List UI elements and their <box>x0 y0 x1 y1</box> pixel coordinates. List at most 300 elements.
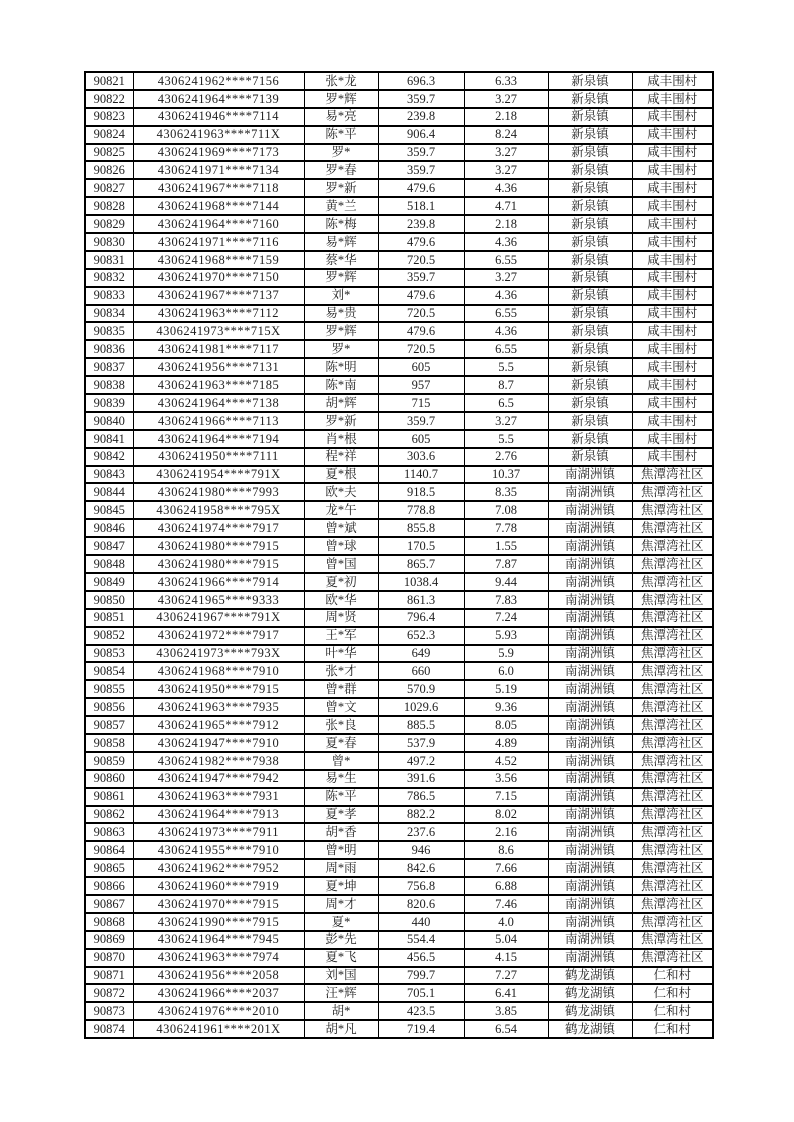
table-cell: 南湖洲镇 <box>548 841 632 859</box>
table-row <box>85 662 713 680</box>
table-cell: 479.6 <box>378 287 464 305</box>
table-cell: 4306241960****7919 <box>133 877 304 895</box>
table-cell: 4.52 <box>464 752 548 770</box>
table-cell: 易*贵 <box>304 305 378 323</box>
table-cell: 南湖洲镇 <box>548 662 632 680</box>
table-cell: 曾*文 <box>304 698 378 716</box>
table-cell: 南湖洲镇 <box>548 949 632 967</box>
table-cell: 焦潭湾社区 <box>632 627 713 645</box>
table-cell: 新泉镇 <box>548 358 632 376</box>
table-cell: 906.4 <box>378 126 464 144</box>
table-cell: 咸丰围村 <box>632 287 713 305</box>
table-cell: 陈*明 <box>304 358 378 376</box>
table-row <box>85 430 713 448</box>
table-cell: 90874 <box>85 1020 133 1038</box>
table-cell: 3.56 <box>464 770 548 788</box>
table-cell: 4306241947****7910 <box>133 734 304 752</box>
table-cell: 7.46 <box>464 895 548 913</box>
table-cell: 彭*先 <box>304 931 378 949</box>
table-cell: 90847 <box>85 537 133 555</box>
table-cell: 1029.6 <box>378 698 464 716</box>
table-row <box>85 144 713 162</box>
table-cell: 90861 <box>85 788 133 806</box>
table-row <box>85 519 713 537</box>
table-cell: 4306241974****7917 <box>133 519 304 537</box>
table-cell: 南湖洲镇 <box>548 931 632 949</box>
table-cell: 90870 <box>85 949 133 967</box>
table-cell: 90831 <box>85 251 133 269</box>
table-cell: 鹤龙湖镇 <box>548 984 632 1002</box>
table-cell: 3.85 <box>464 1002 548 1020</box>
table-cell: 咸丰围村 <box>632 322 713 340</box>
table-cell: 90828 <box>85 197 133 215</box>
table-row <box>85 752 713 770</box>
table-cell: 罗* <box>304 144 378 162</box>
table-cell: 胡* <box>304 1002 378 1020</box>
table-cell: 咸丰围村 <box>632 340 713 358</box>
table-row <box>85 233 713 251</box>
table-cell: 7.24 <box>464 609 548 627</box>
table-cell: 4306241956****7131 <box>133 358 304 376</box>
table-row <box>85 823 713 841</box>
table-cell: 罗*辉 <box>304 322 378 340</box>
table-cell: 鹤龙湖镇 <box>548 1002 632 1020</box>
table-cell: 曾* <box>304 752 378 770</box>
table-cell: 陈*南 <box>304 376 378 394</box>
table-cell: 肖*根 <box>304 430 378 448</box>
table-cell: 778.8 <box>378 501 464 519</box>
table-cell: 胡*凡 <box>304 1020 378 1038</box>
table-cell: 90821 <box>85 72 133 90</box>
table-cell: 咸丰围村 <box>632 197 713 215</box>
table-cell: 咸丰围村 <box>632 126 713 144</box>
table-cell: 8.35 <box>464 483 548 501</box>
table-row <box>85 322 713 340</box>
table-cell: 7.66 <box>464 859 548 877</box>
table-cell: 5.9 <box>464 645 548 663</box>
table-cell: 3.27 <box>464 412 548 430</box>
table-cell: 359.7 <box>378 161 464 179</box>
table-cell: 仁和村 <box>632 1020 713 1038</box>
table-cell: 2.18 <box>464 108 548 126</box>
table-cell: 90824 <box>85 126 133 144</box>
table-cell: 新泉镇 <box>548 90 632 108</box>
table-cell: 南湖洲镇 <box>548 591 632 609</box>
table-cell: 6.33 <box>464 72 548 90</box>
table-cell: 咸丰围村 <box>632 358 713 376</box>
table-row <box>85 627 713 645</box>
table-cell: 4.15 <box>464 949 548 967</box>
table-cell: 4306241967****7137 <box>133 287 304 305</box>
table-cell: 796.4 <box>378 609 464 627</box>
table-cell: 7.78 <box>464 519 548 537</box>
table-cell: 4306241968****7159 <box>133 251 304 269</box>
table-cell: 720.5 <box>378 305 464 323</box>
table-cell: 夏*飞 <box>304 949 378 967</box>
table-cell: 焦潭湾社区 <box>632 788 713 806</box>
table-cell: 359.7 <box>378 412 464 430</box>
table-cell: 4306241962****7156 <box>133 72 304 90</box>
records-table-container <box>84 71 714 1039</box>
table-cell: 南湖洲镇 <box>548 645 632 663</box>
table-cell: 715 <box>378 394 464 412</box>
table-cell: 王*军 <box>304 627 378 645</box>
table-row <box>85 645 713 663</box>
table-cell: 焦潭湾社区 <box>632 591 713 609</box>
table-cell: 南湖洲镇 <box>548 519 632 537</box>
table-cell: 4306241980****7993 <box>133 483 304 501</box>
table-cell: 4306241980****7915 <box>133 537 304 555</box>
table-cell: 夏*初 <box>304 573 378 591</box>
table-row <box>85 913 713 931</box>
table-cell: 423.5 <box>378 1002 464 1020</box>
table-cell: 239.8 <box>378 215 464 233</box>
table-cell: 新泉镇 <box>548 179 632 197</box>
table-cell: 605 <box>378 358 464 376</box>
table-cell: 周*贤 <box>304 609 378 627</box>
table-cell: 南湖洲镇 <box>548 770 632 788</box>
table-cell: 4306241971****7134 <box>133 161 304 179</box>
table-cell: 焦潭湾社区 <box>632 698 713 716</box>
table-row <box>85 358 713 376</box>
table-cell: 4306241976****2010 <box>133 1002 304 1020</box>
table-cell: 4306241955****7910 <box>133 841 304 859</box>
table-cell: 周*雨 <box>304 859 378 877</box>
table-cell: 649 <box>378 645 464 663</box>
table-cell: 946 <box>378 841 464 859</box>
table-cell: 焦潭湾社区 <box>632 806 713 824</box>
table-row <box>85 448 713 466</box>
table-row <box>85 197 713 215</box>
table-cell: 90842 <box>85 448 133 466</box>
table-cell: 4306241981****7117 <box>133 340 304 358</box>
table-cell: 90839 <box>85 394 133 412</box>
table-cell: 4306241970****7150 <box>133 269 304 287</box>
table-cell: 4306241946****7114 <box>133 108 304 126</box>
table-row <box>85 680 713 698</box>
table-cell: 焦潭湾社区 <box>632 949 713 967</box>
table-cell: 7.15 <box>464 788 548 806</box>
table-cell: 90834 <box>85 305 133 323</box>
table-cell: 90853 <box>85 645 133 663</box>
table-cell: 新泉镇 <box>548 197 632 215</box>
table-cell: 4306241971****7116 <box>133 233 304 251</box>
table-row <box>85 179 713 197</box>
table-cell: 焦潭湾社区 <box>632 609 713 627</box>
table-cell: 6.55 <box>464 251 548 269</box>
table-cell: 刘*国 <box>304 967 378 985</box>
table-cell: 7.08 <box>464 501 548 519</box>
table-cell: 4306241964****7945 <box>133 931 304 949</box>
table-row <box>85 984 713 1002</box>
table-cell: 焦潭湾社区 <box>632 734 713 752</box>
table-cell: 焦潭湾社区 <box>632 823 713 841</box>
table-cell: 90852 <box>85 627 133 645</box>
table-cell: 90829 <box>85 215 133 233</box>
table-cell: 欧*夫 <box>304 483 378 501</box>
table-cell: 90869 <box>85 931 133 949</box>
table-cell: 曾*国 <box>304 555 378 573</box>
table-cell: 537.9 <box>378 734 464 752</box>
table-cell: 南湖洲镇 <box>548 859 632 877</box>
table-cell: 南湖洲镇 <box>548 716 632 734</box>
table-cell: 90826 <box>85 161 133 179</box>
table-cell: 5.5 <box>464 358 548 376</box>
table-cell: 479.6 <box>378 179 464 197</box>
table-cell: 4306241963****7974 <box>133 949 304 967</box>
table-cell: 3.27 <box>464 144 548 162</box>
table-cell: 南湖洲镇 <box>548 895 632 913</box>
table-cell: 4306241956****2058 <box>133 967 304 985</box>
table-cell: 曾*斌 <box>304 519 378 537</box>
table-cell: 90846 <box>85 519 133 537</box>
table-cell: 90822 <box>85 90 133 108</box>
table-cell: 6.0 <box>464 662 548 680</box>
table-row <box>85 698 713 716</box>
table-cell: 5.19 <box>464 680 548 698</box>
table-cell: 9.36 <box>464 698 548 716</box>
table-cell: 南湖洲镇 <box>548 537 632 555</box>
table-cell: 咸丰围村 <box>632 305 713 323</box>
table-cell: 10.37 <box>464 466 548 484</box>
table-cell: 957 <box>378 376 464 394</box>
table-cell: 夏*春 <box>304 734 378 752</box>
table-cell: 龙*午 <box>304 501 378 519</box>
table-cell: 90871 <box>85 967 133 985</box>
table-cell: 90858 <box>85 734 133 752</box>
table-cell: 90857 <box>85 716 133 734</box>
table-cell: 焦潭湾社区 <box>632 752 713 770</box>
table-cell: 仁和村 <box>632 984 713 1002</box>
table-row <box>85 1020 713 1038</box>
table-cell: 咸丰围村 <box>632 72 713 90</box>
table-cell: 南湖洲镇 <box>548 752 632 770</box>
table-cell: 719.4 <box>378 1020 464 1038</box>
table-cell: 罗*辉 <box>304 90 378 108</box>
table-row <box>85 770 713 788</box>
table-cell: 90873 <box>85 1002 133 1020</box>
table-cell: 咸丰围村 <box>632 90 713 108</box>
table-cell: 4306241969****7173 <box>133 144 304 162</box>
table-cell: 479.6 <box>378 322 464 340</box>
table-cell: 497.2 <box>378 752 464 770</box>
table-row <box>85 305 713 323</box>
table-cell: 夏*坤 <box>304 877 378 895</box>
table-cell: 4306241970****7915 <box>133 895 304 913</box>
table-cell: 456.5 <box>378 949 464 967</box>
table-cell: 鹤龙湖镇 <box>548 967 632 985</box>
table-cell: 1140.7 <box>378 466 464 484</box>
table-cell: 焦潭湾社区 <box>632 859 713 877</box>
table-cell: 焦潭湾社区 <box>632 519 713 537</box>
table-cell: 焦潭湾社区 <box>632 895 713 913</box>
table-cell: 90849 <box>85 573 133 591</box>
table-cell: 南湖洲镇 <box>548 877 632 895</box>
table-cell: 9.44 <box>464 573 548 591</box>
table-cell: 90827 <box>85 179 133 197</box>
table-cell: 239.8 <box>378 108 464 126</box>
table-cell: 罗*辉 <box>304 269 378 287</box>
table-cell: 刘* <box>304 287 378 305</box>
table-cell: 918.5 <box>378 483 464 501</box>
table-cell: 罗* <box>304 340 378 358</box>
table-cell: 90830 <box>85 233 133 251</box>
table-row <box>85 788 713 806</box>
records-table <box>84 71 714 1039</box>
table-cell: 易*亮 <box>304 108 378 126</box>
table-cell: 4306241965****9333 <box>133 591 304 609</box>
table-row <box>85 161 713 179</box>
table-cell: 90865 <box>85 859 133 877</box>
table-cell: 南湖洲镇 <box>548 698 632 716</box>
table-cell: 4306241968****7144 <box>133 197 304 215</box>
table-row <box>85 573 713 591</box>
table-cell: 799.7 <box>378 967 464 985</box>
table-cell: 4306241963****711X <box>133 126 304 144</box>
table-row <box>85 716 713 734</box>
table-row <box>85 609 713 627</box>
table-cell: 4.36 <box>464 233 548 251</box>
table-cell: 696.3 <box>378 72 464 90</box>
table-cell: 90855 <box>85 680 133 698</box>
table-cell: 新泉镇 <box>548 269 632 287</box>
table-cell: 4306241958****795X <box>133 501 304 519</box>
table-cell: 440 <box>378 913 464 931</box>
table-cell: 90837 <box>85 358 133 376</box>
table-cell: 4.71 <box>464 197 548 215</box>
table-row <box>85 555 713 573</box>
table-cell: 1038.4 <box>378 573 464 591</box>
table-cell: 新泉镇 <box>548 340 632 358</box>
table-cell: 汪*辉 <box>304 984 378 1002</box>
table-cell: 罗*新 <box>304 412 378 430</box>
table-cell: 焦潭湾社区 <box>632 555 713 573</box>
table-cell: 652.3 <box>378 627 464 645</box>
table-cell: 易*辉 <box>304 233 378 251</box>
table-cell: 90823 <box>85 108 133 126</box>
table-cell: 咸丰围村 <box>632 269 713 287</box>
table-cell: 新泉镇 <box>548 233 632 251</box>
table-cell: 南湖洲镇 <box>548 734 632 752</box>
table-cell: 90845 <box>85 501 133 519</box>
table-cell: 90856 <box>85 698 133 716</box>
table-cell: 4306241973****793X <box>133 645 304 663</box>
table-cell: 660 <box>378 662 464 680</box>
table-cell: 罗*春 <box>304 161 378 179</box>
table-cell: 陈*平 <box>304 126 378 144</box>
table-cell: 新泉镇 <box>548 126 632 144</box>
table-cell: 4306241966****2037 <box>133 984 304 1002</box>
table-cell: 90851 <box>85 609 133 627</box>
table-cell: 4.89 <box>464 734 548 752</box>
table-cell: 90867 <box>85 895 133 913</box>
table-cell: 4306241980****7915 <box>133 555 304 573</box>
table-cell: 90848 <box>85 555 133 573</box>
table-cell: 90832 <box>85 269 133 287</box>
table-cell: 90854 <box>85 662 133 680</box>
table-cell: 756.8 <box>378 877 464 895</box>
table-cell: 4306241972****7917 <box>133 627 304 645</box>
table-cell: 陈*梅 <box>304 215 378 233</box>
table-cell: 4306241967****791X <box>133 609 304 627</box>
table-cell: 90864 <box>85 841 133 859</box>
table-cell: 新泉镇 <box>548 161 632 179</box>
table-cell: 4306241962****7952 <box>133 859 304 877</box>
table-cell: 4306241961****201X <box>133 1020 304 1038</box>
table-cell: 720.5 <box>378 251 464 269</box>
table-cell: 4306241954****791X <box>133 466 304 484</box>
table-cell: 8.05 <box>464 716 548 734</box>
table-cell: 咸丰围村 <box>632 179 713 197</box>
table-cell: 易*生 <box>304 770 378 788</box>
table-cell: 4306241973****715X <box>133 322 304 340</box>
table-cell: 胡*香 <box>304 823 378 841</box>
table-cell: 南湖洲镇 <box>548 627 632 645</box>
table-cell: 3.27 <box>464 269 548 287</box>
table-cell: 焦潭湾社区 <box>632 537 713 555</box>
table-cell: 605 <box>378 430 464 448</box>
table-row <box>85 537 713 555</box>
table-cell: 90860 <box>85 770 133 788</box>
table-cell: 570.9 <box>378 680 464 698</box>
table-cell: 90843 <box>85 466 133 484</box>
table-cell: 陈*平 <box>304 788 378 806</box>
table-cell: 4306241947****7942 <box>133 770 304 788</box>
table-cell: 4306241965****7912 <box>133 716 304 734</box>
table-cell: 5.5 <box>464 430 548 448</box>
table-cell: 焦潭湾社区 <box>632 662 713 680</box>
table-cell: 焦潭湾社区 <box>632 931 713 949</box>
table-row <box>85 483 713 501</box>
table-cell: 新泉镇 <box>548 394 632 412</box>
table-cell: 3.27 <box>464 161 548 179</box>
table-cell: 90862 <box>85 806 133 824</box>
table-row <box>85 967 713 985</box>
table-cell: 焦潭湾社区 <box>632 716 713 734</box>
table-cell: 2.76 <box>464 448 548 466</box>
table-cell: 焦潭湾社区 <box>632 680 713 698</box>
table-cell: 4306241982****7938 <box>133 752 304 770</box>
table-cell: 咸丰围村 <box>632 144 713 162</box>
table-cell: 90841 <box>85 430 133 448</box>
table-cell: 4306241967****7118 <box>133 179 304 197</box>
table-cell: 5.04 <box>464 931 548 949</box>
table-cell: 786.5 <box>378 788 464 806</box>
table-cell: 359.7 <box>378 144 464 162</box>
table-cell: 3.27 <box>464 90 548 108</box>
table-cell: 新泉镇 <box>548 251 632 269</box>
table-cell: 6.41 <box>464 984 548 1002</box>
table-row <box>85 215 713 233</box>
table-cell: 303.6 <box>378 448 464 466</box>
table-cell: 6.55 <box>464 340 548 358</box>
table-row <box>85 949 713 967</box>
table-cell: 4306241964****7913 <box>133 806 304 824</box>
table-cell: 479.6 <box>378 233 464 251</box>
table-cell: 新泉镇 <box>548 322 632 340</box>
table-cell: 4.36 <box>464 179 548 197</box>
table-row <box>85 1002 713 1020</box>
table-cell: 南湖洲镇 <box>548 466 632 484</box>
table-cell: 170.5 <box>378 537 464 555</box>
table-cell: 4306241973****7911 <box>133 823 304 841</box>
table-cell: 南湖洲镇 <box>548 573 632 591</box>
table-row <box>85 841 713 859</box>
table-cell: 新泉镇 <box>548 412 632 430</box>
table-row <box>85 340 713 358</box>
table-cell: 842.6 <box>378 859 464 877</box>
table-cell: 4306241963****7112 <box>133 305 304 323</box>
